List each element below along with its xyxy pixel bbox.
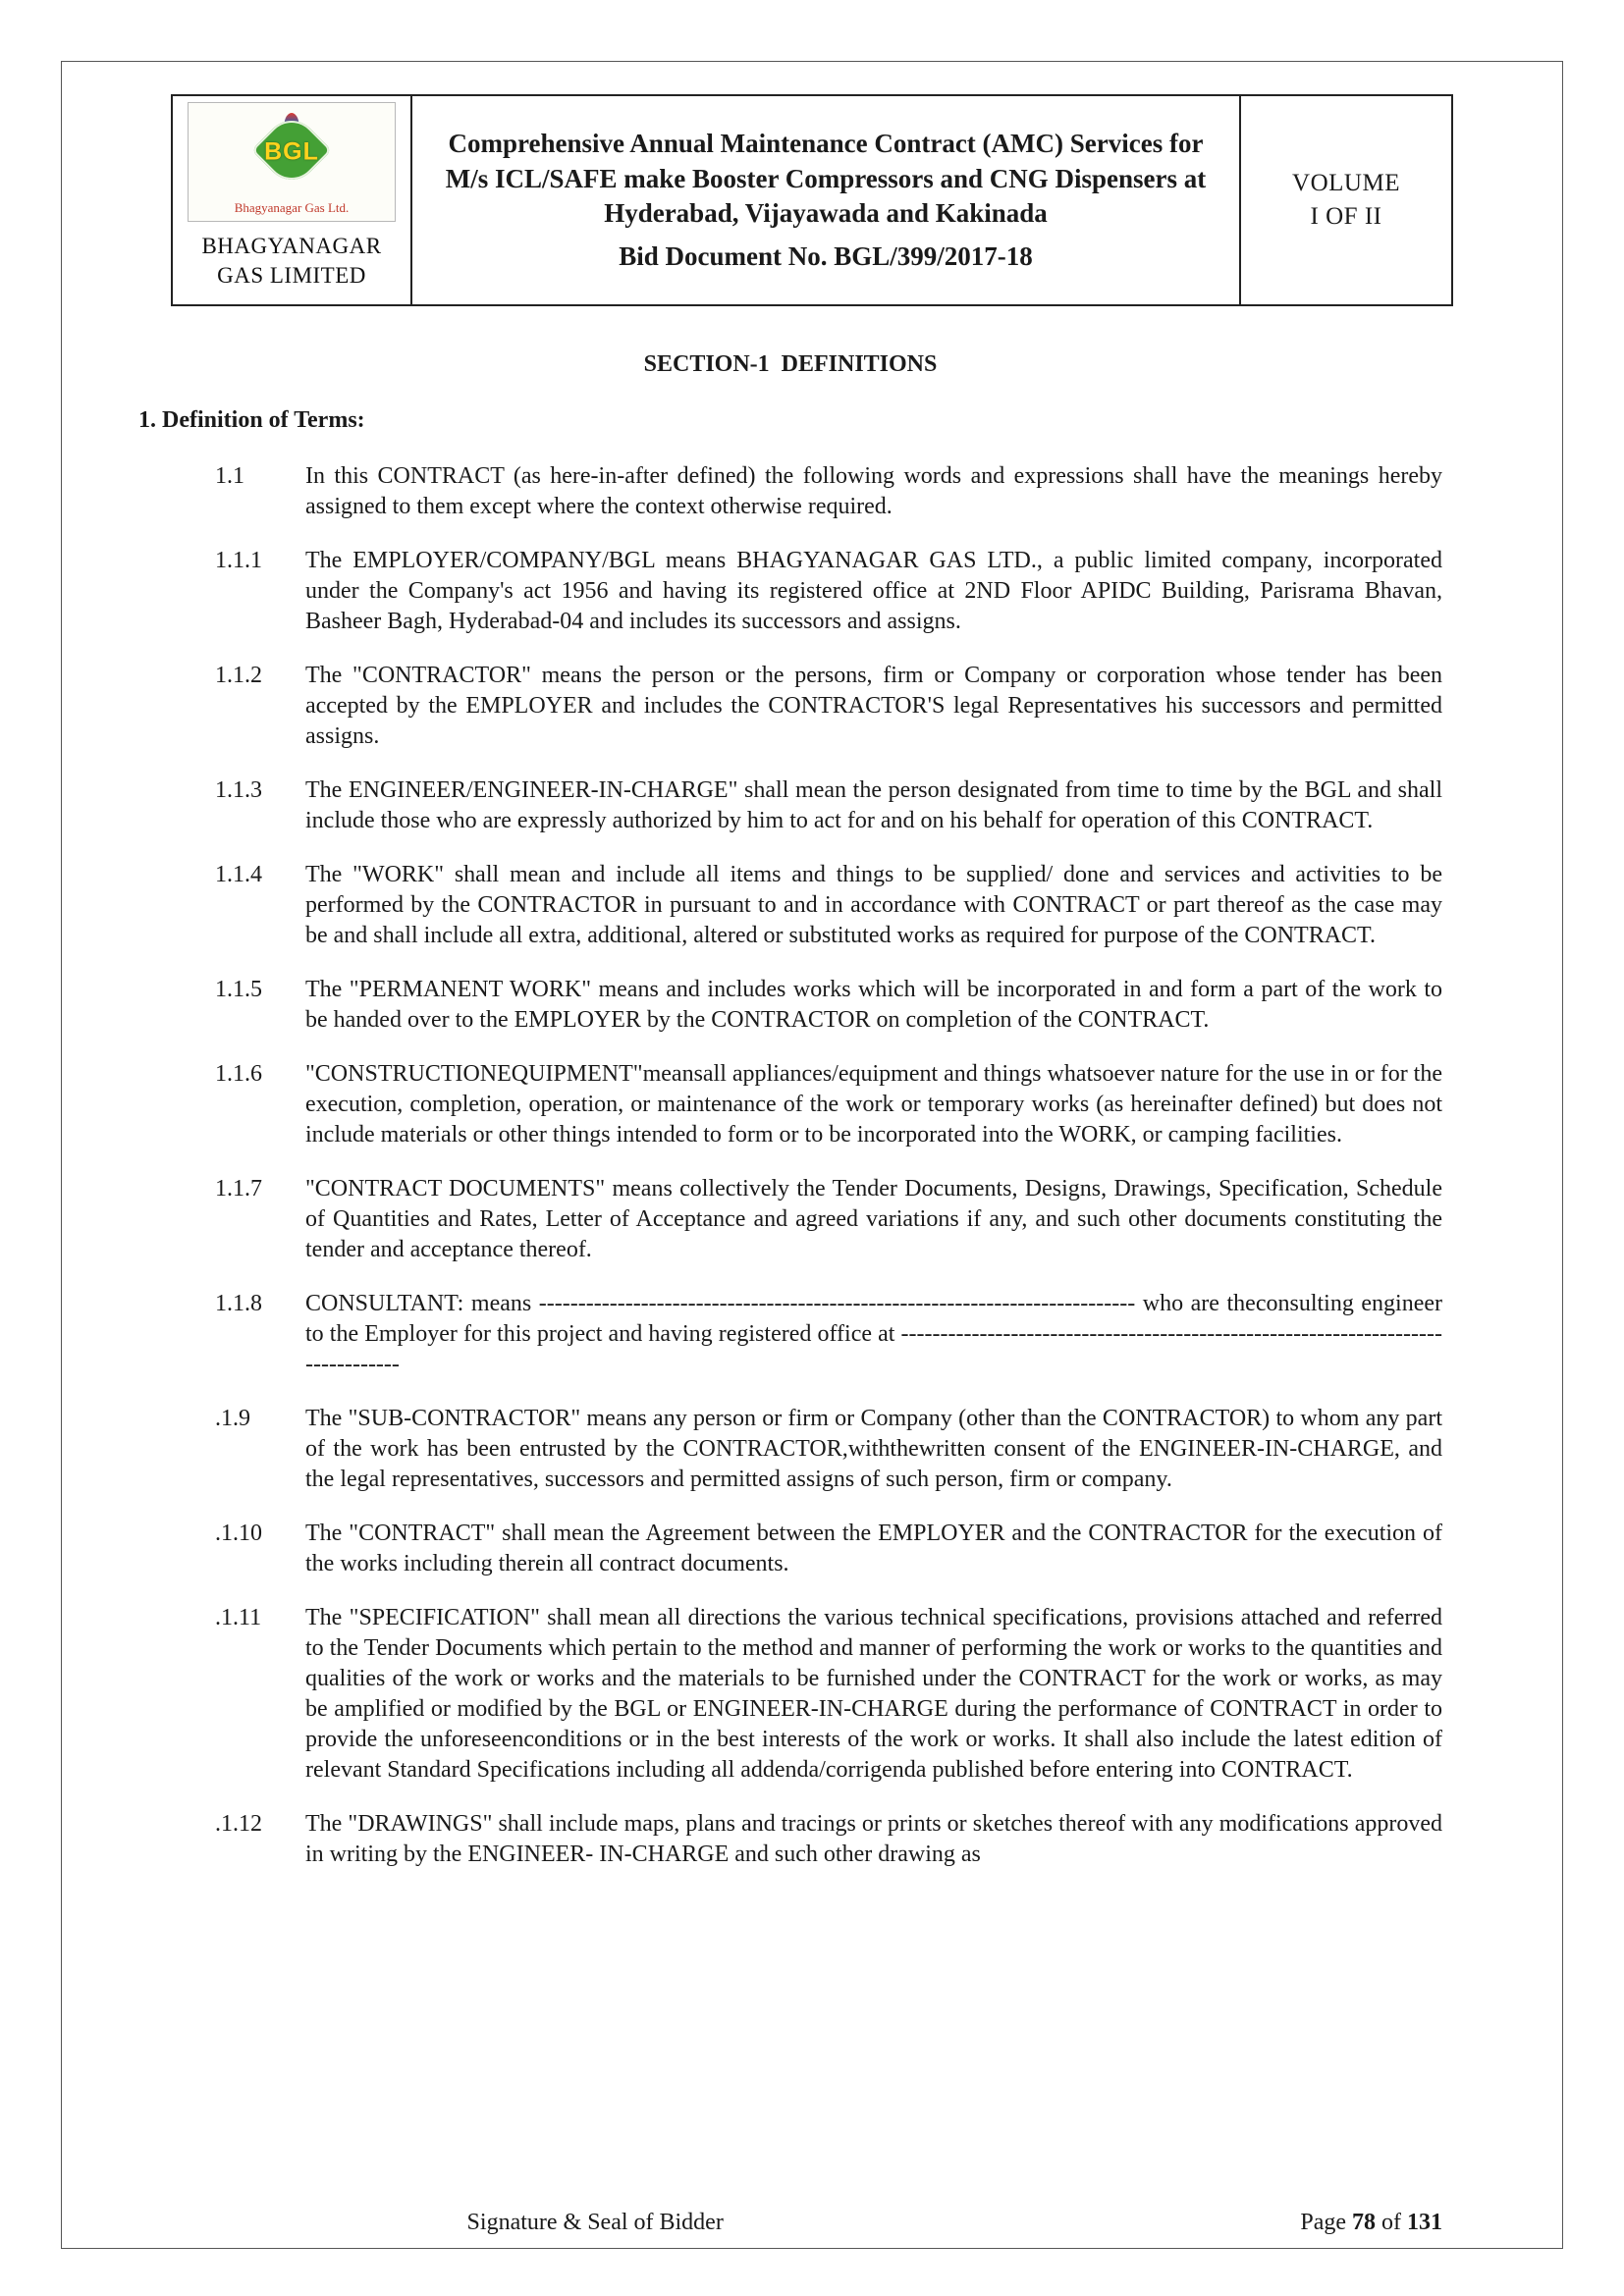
clause-number: .1.12 (215, 1811, 262, 1837)
clause-number: 1.1.2 (215, 663, 262, 688)
logo-caption: Bhagyanagar Gas Ltd. (234, 200, 350, 215)
title-cell (410, 96, 1239, 304)
page-number (1300, 2210, 1442, 2236)
clause-text: The EMPLOYER/COMPANY/BGL means BHAGYANAGAR GAS LTD., a public limited company, incorporated under the Company's act 1956 and having its registered office at 2ND Floor APIDC Building, Parisrama Bhavan, Basheer Bagh, Hyderabad-04 and includes its successors and assigns. (305, 548, 1442, 634)
clause-item (138, 975, 1442, 1036)
terms-heading: 1. Definition of Terms: (138, 407, 365, 433)
clause-item (138, 1809, 1442, 1870)
clause-number: 1.1.5 (215, 977, 262, 1002)
clause-item (138, 775, 1442, 836)
clause-text: CONSULTANT: means ---------------------------------------------------------------------------- who are theconsulting engineer to the Employer for this project and having registered office at --------------------------------------------------------------------------------- (305, 1291, 1442, 1377)
document-page (61, 61, 1563, 2249)
document-title: Comprehensive Annual Maintenance Contract (AMC) Services for M/s ICL/SAFE make Booster Compressors and CNG Dispensers at Hyderabad, Vijayawada and Kakinada (445, 129, 1207, 229)
org-name-line1: BHAGYANAGAR (201, 234, 382, 258)
clause-text: The "PERMANENT WORK" means and includes works which will be incorporated in and form a part of the work to be handed over to the EMPLOYER by the CONTRACTOR on completion of the CONTRACT. (305, 977, 1442, 1033)
page-total: 131 (1407, 2210, 1442, 2235)
clause-number: 1.1.3 (215, 777, 262, 803)
org-name (201, 232, 381, 291)
page-footer (62, 2210, 1562, 2243)
clause-text: "CONTRACT DOCUMENTS" means collectively the Tender Documents, Designs, Drawings, Specification, Schedule of Quantities and Rates, Letter of Acceptance and agreed variations if any, and such other documents constituting the tender and acceptance thereof. (305, 1176, 1442, 1262)
clause-text: "CONSTRUCTIONEQUIPMENT"meansall appliances/equipment and things whatsoever nature for the use in or for the execution, completion, operation, or maintenance of the work or temporary works (as hereinafter defined) but does not include materials or other things intended to form or to be incorporated into the WORK, or camping facilities. (305, 1061, 1442, 1148)
clause-item (138, 1603, 1442, 1786)
clause-number: 1.1.1 (215, 548, 262, 573)
clause-text: The "WORK" shall mean and include all items and things to be supplied/ done and services and activities to be performed by the CONTRACTOR in pursuant to and in accordance with CONTRACT or part thereof as the case may be and shall include all extra, additional, altered or substituted works as required for purpose of the CONTRACT. (305, 862, 1442, 948)
clause-item (138, 1289, 1442, 1380)
section-heading: SECTION-1 DEFINITIONS (643, 351, 938, 377)
signature-line: Signature & Seal of Bidder (466, 2210, 724, 2235)
bid-document-number: Bid Document No. BGL/399/2017-18 (619, 240, 1033, 271)
page-of-label: of (1381, 2210, 1401, 2235)
clause-text: The "SUB-CONTRACTOR" means any person or firm or Company (other than the CONTRACTOR) to whom any part of the work has been entrusted by the CONTRACTOR,withthewritten consent of the ENGINEER-IN-CHARGE, and the legal representatives, successors and permitted assigns of such person, firm or company. (305, 1406, 1442, 1492)
clause-item (138, 461, 1442, 522)
volume-line2: I OF II (1310, 203, 1382, 230)
clause-text: In this CONTRACT (as here-in-after defined) the following words and expressions shall have the meanings hereby assigned to them except where the context otherwise required. (305, 463, 1442, 519)
document-header (171, 94, 1453, 306)
page-label: Page (1300, 2210, 1346, 2235)
clause-number: 1.1.7 (215, 1176, 262, 1201)
clause-number: 1.1 (215, 463, 244, 489)
clause-text: The "SPECIFICATION" shall mean all directions the various technical specifications, provisions attached and referred to the Tender Documents which pertain to the method and manner of performing the work or works to the quantities and qualities of the work or works and the materials to be furnished under the CONTRACT for the work or works, as may be amplified or modified by the BGL or ENGINEER-IN-CHARGE during the performance of CONTRACT in order to provide the unforeseenconditions or in the best interests of the work or works. It shall also include the latest edition of relevant Standard Specifications including all addenda/corrigenda published before entering into CONTRACT. (305, 1605, 1442, 1783)
clause-item (138, 1174, 1442, 1265)
clause-item (138, 661, 1442, 752)
volume-line1: VOLUME (1292, 170, 1400, 197)
clause-item (138, 1404, 1442, 1495)
clause-list (138, 461, 1442, 1870)
bgl-logo-icon (188, 102, 396, 222)
clause-number: 1.1.4 (215, 862, 262, 887)
clause-number: .1.10 (215, 1521, 262, 1546)
page-current: 78 (1352, 2210, 1376, 2235)
clause-item (138, 1059, 1442, 1150)
clause-item (138, 1519, 1442, 1579)
clause-text: The "CONTRACTOR" means the person or the persons, firm or Company or corporation whose tender has been accepted by the EMPLOYER and includes the CONTRACTOR'S legal Representatives his successors and permitted assigns. (305, 663, 1442, 749)
clause-number: 1.1.6 (215, 1061, 262, 1087)
clause-item (138, 546, 1442, 637)
clause-number: .1.9 (215, 1406, 250, 1431)
org-name-line2: GAS LIMITED (217, 262, 366, 288)
clause-text: The ENGINEER/ENGINEER-IN-CHARGE" shall mean the person designated from time to time by the BGL and shall include those who are expressly authorized by him to act for and on his behalf for operation of this CONTRACT. (305, 777, 1442, 833)
document-body (138, 351, 1442, 1870)
logo-cell (173, 96, 410, 304)
clause-text: The "CONTRACT" shall mean the Agreement between the EMPLOYER and the CONTRACTOR for the execution of the works including therein all contract documents. (305, 1521, 1442, 1576)
clause-number: 1.1.8 (215, 1291, 262, 1316)
logo-brand-text: BGL (264, 137, 319, 166)
volume-cell (1239, 96, 1451, 304)
clause-text: The "DRAWINGS" shall include maps, plans and tracings or prints or sketches thereof with any modifications approved in writing by the ENGINEER- IN-CHARGE and such other drawing as (305, 1811, 1442, 1867)
clause-number: .1.11 (215, 1605, 262, 1630)
clause-item (138, 860, 1442, 951)
